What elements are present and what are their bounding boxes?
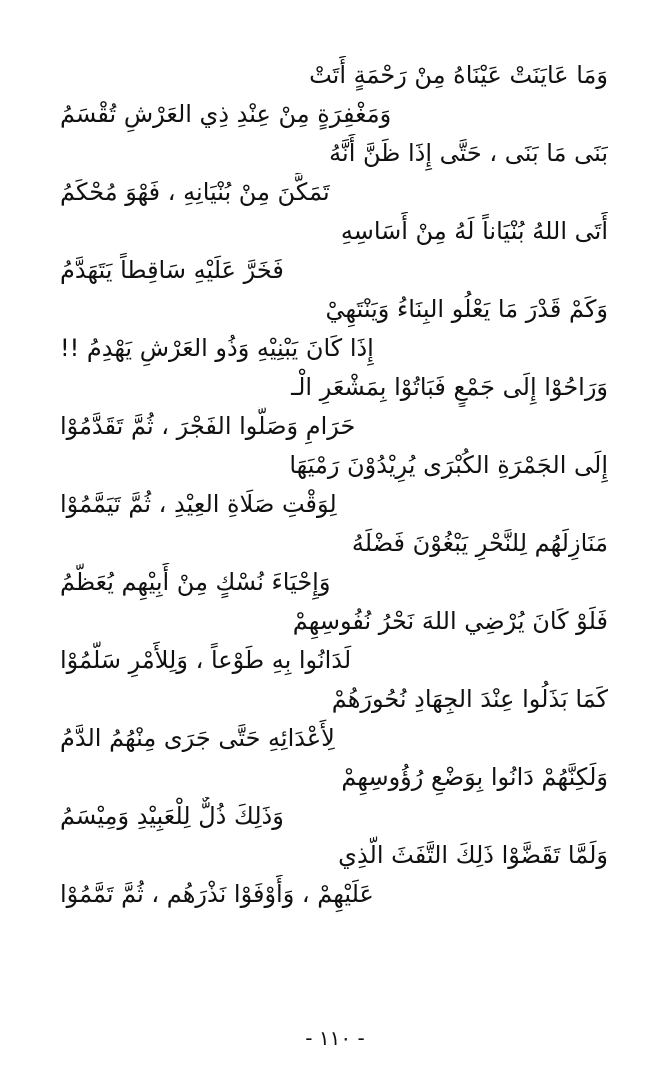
page-number: - ١١٠ -	[305, 1026, 365, 1050]
verse-line: وَمَا عَايَنَتْ عَيْنَاهُ مِنْ رَحْمَةٍ أَتَتْ	[309, 61, 608, 89]
verse-line: لِأَعْدَائِهِ حَتَّى جَرَى مِنْهُمُ الدَّمُ	[60, 724, 335, 752]
verse-line: وَرَاحُوْا إِلَى جَمْعٍ فَبَاتُوْا بِمَشْعَرِ الْـ	[291, 373, 608, 401]
verse-line: وَكَمْ قَدْرَ مَا يَعْلُو البِنَاءُ وَيَنْتَهِيْ	[325, 295, 608, 323]
verse-line: بَنَى مَا بَنَى ، حَتَّى إِذَا ظَنَّ أَنَّهُ	[329, 139, 608, 167]
verse-line: وَلَكِنَّهُمْ دَانُوا بِوَضْعِ رُؤُوسِهِمْ	[341, 763, 608, 791]
verse-line: لَدَانُوا بِهِ طَوْعاً ، وَلِلأَمْرِ سَلَّمُوْا	[60, 646, 352, 674]
verse-line: إِلَى الجَمْرَةِ الكُبْرَى يُرِيْدُوْنَ رَمْيَهَا	[289, 451, 608, 479]
verse-line: وَلَمَّا تَقَضَّوْا ذَلِكَ التَّفَثَ الَّذِي	[338, 841, 608, 869]
verse-line: تَمَكَّنَ مِنْ بُنْيَانِهِ ، فَهْوَ مُحْكَمُ	[60, 178, 330, 206]
verse-line: وَذَلِكَ ذُلٌّ لِلْعَبِيْدِ وَمِيْسَمُ	[60, 802, 284, 830]
verse-line: وَإِحْيَاءَ نُسْكٍ مِنْ أَبِيْهِم يُعَظَّمُ	[60, 568, 331, 596]
verse-line: عَلَيْهِمْ ، وَأَوْفَوْا نَذْرَهُم ، ثُمَّ تَمَّمُوْا	[60, 880, 374, 908]
poem-text	[60, 56, 608, 914]
verse-line: كَمَا بَذَلُوا عِنْدَ الجِهَادِ نُحُورَهُمْ	[331, 685, 608, 713]
verse-line: لِوَقْتِ صَلَاةِ العِيْدِ ، ثُمَّ تَيَمَّمُوْا	[60, 490, 337, 518]
verse-line: فَلَوْ كَانَ يُرْضِي اللهَ نَحْرُ نُفُوسِهِمْ	[292, 607, 608, 635]
verse-line: مَنَازِلَهُم لِلنَّحْرِ يَبْغُوْنَ فَضْلَهُ	[351, 529, 608, 557]
verse-line: إِذَا كَانَ يَبْنِيْهِ وَذُو العَرْشِ يَهْدِمُ !!	[60, 334, 374, 362]
verse-line: وَمَغْفِرَةٍ مِنْ عِنْدِ ذِي العَرْشِ تُقْسَمُ	[60, 100, 392, 128]
verse-line: حَرَامِ وَصَلُّوا الفَجْرَ ، ثُمَّ تَقَدَّمُوْا	[60, 412, 356, 440]
verse-line: فَخَرَّ عَلَيْهِ سَاقِطاً يَتَهَدَّمُ	[60, 256, 284, 284]
verse-line: أَتَى اللهُ بُنْيَاناً لَهُ مِنْ أَسَاسِهِ	[340, 217, 608, 245]
